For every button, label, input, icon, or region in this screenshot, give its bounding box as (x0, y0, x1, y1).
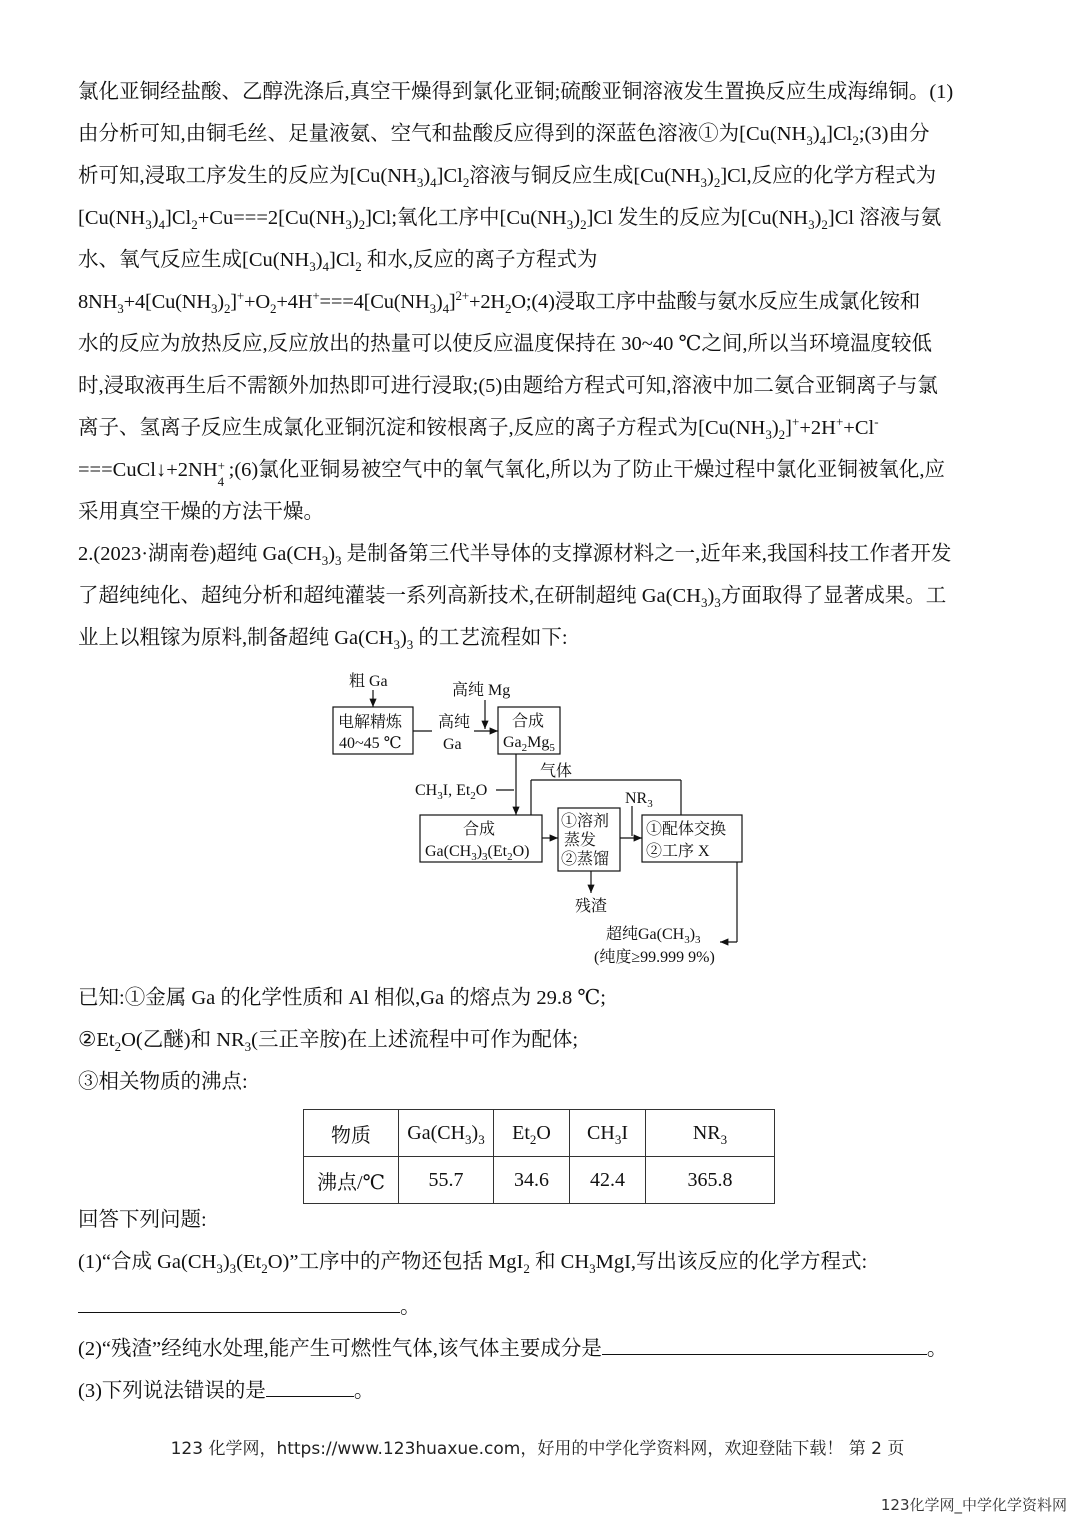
svg-text:Ga: Ga (443, 736, 462, 753)
boiling-point-table (303, 1109, 775, 1204)
text-line: 离子、氢离子反应生成氯化亚铜沉淀和铵根离子,反应的离子方程式为$[Cu(NH_3)_2]^++2H^++Cl^-$ (78, 414, 879, 443)
table-header-row: 物质 $Ga(CH_3)_3$ $Et_2O$ $CH_3I$ $NR_3$ (304, 1110, 775, 1157)
svg-text:高纯: 高纯 (438, 714, 471, 731)
text-line: 氯化亚铜经盐酸、乙醇洗涤后,真空干燥得到氯化亚铜;硫酸亚铜溶液发生置换反应生成海绵铜。(1) (78, 81, 954, 103)
answers-intro: 回答下列问题: (78, 1209, 207, 1231)
known-2: $②Et_2O$(乙醚)和 $NR_3$(三正辛胺)在上述流程中可作为配体; (78, 1029, 579, 1055)
svg-text:NR3: $NR_3$ (625, 790, 653, 810)
svg-text:(纯度≥99.999 9%): (纯度≥99.999 9%) (594, 949, 715, 966)
text-line: 由分析可知,由铜毛丝、足量液氨、空气和盐酸反应得到的深蓝色溶液①为$[Cu(NH_3)_4]Cl_2;(3)$由分 (78, 123, 930, 149)
page-footer: 123 化学网，https://www.123huaxue.com，好用的中学化学资料网，欢迎登陆下载！ 第 2 页 (170, 1439, 905, 1459)
text-line: 采用真空干燥的方法干燥。 (78, 501, 324, 523)
text-line: $[Cu(NH_3)_4]Cl_2+Cu===2[Cu(NH_3)_2]Cl$;氧化工序中$[Cu(NH_3)_2]Cl$ 发生的反应为$[Cu(NH_3)_2]Cl$ 溶液与氨 (78, 207, 942, 233)
svg-text:②工序 X: ②工序 X (646, 843, 710, 860)
text-line: 析可知,浸取工序发生的反应为$[Cu(NH_3)_4]Cl_2$溶液与铜反应生成$[Cu(NH_3)_2]Cl$,反应的化学方程式为 (78, 165, 937, 191)
crude-ga-label: 粗 Ga (349, 673, 388, 690)
answer-blank[interactable] (602, 1332, 927, 1355)
known-3: ③相关物质的沸点: (78, 1071, 248, 1093)
question-2-line: 了超纯纯化、超纯分析和超纯灌装一系列高新技术,在研制超纯 $Ga(CH_3)_3$方面取得了显著成果。工 (78, 585, 947, 611)
svg-text:Ga2Mg5: $Ga_2Mg_5$ (503, 734, 555, 754)
high-purity-mg-label: 高纯 Mg (452, 682, 511, 699)
question-2: (2)“残渣”经纯水处理,能产生可燃性气体,该气体主要成分是 。 (78, 1332, 947, 1363)
gas-label: 气体 (540, 763, 573, 780)
text-line: 水的反应为放热反应,反应放出的热量可以使反应温度保持在 30~40 ℃之间,所以当环境温度较低 (78, 333, 933, 355)
text-line: 水、氧气反应生成$[Cu(NH_3)_4]Cl_2$ 和水,反应的离子方程式为 (78, 249, 598, 275)
svg-text:CH3I, Et2O: $CH_3I$, $Et_2O$ (415, 782, 488, 802)
answer-blank[interactable] (266, 1374, 354, 1397)
svg-text:Ga(CH3)3(Et2O): $Ga(CH_3)_3(Et_2O)$ (425, 843, 530, 863)
svg-text:②蒸馏: ②蒸馏 (561, 851, 610, 868)
svg-text:①溶剂: ①溶剂 (561, 813, 610, 830)
question-1-answer-line: 。 (78, 1290, 421, 1321)
svg-text:蒸发: 蒸发 (564, 832, 597, 849)
question-2-line: 2.(2023·湖南卷)超纯 $Ga(CH_3)_3$ 是制备第三代半导体的支撑源材料之一,近年来,我国科技工作者开发 (78, 543, 952, 569)
question-1: (1)“合成 $Ga(CH_3)_3(Et_2O)$”工序中的产物还包括 MgI$_2$ 和 $CH_3MgI$,写出该反应的化学方程式: (78, 1251, 868, 1277)
svg-text:①配体交换: ①配体交换 (646, 821, 727, 838)
text-line: 时,浸取液再生后不需额外加热即可进行浸取;(5)由题给方程式可知,溶液中加二氨合亚铜离子与氯 (78, 375, 938, 397)
residue-label: 残渣 (575, 898, 608, 915)
svg-text:合成: 合成 (463, 821, 496, 838)
table-row: 沸点/℃ 55.7 34.6 42.4 365.8 (304, 1157, 775, 1204)
text-line: $8NH_3+4[Cu(NH_3)_2]^++O_2+4H^+===4[Cu(NH_3)_4]^{2+}+2H_2O;(4)$浸取工序中盐酸与氨水反应生成氯化铵和 (78, 288, 921, 317)
svg-text:超纯Ga(CH3)3: 超纯$Ga(CH_3)_3$ (606, 926, 701, 946)
svg-text:40~45 ℃: 40~45 ℃ (339, 735, 402, 752)
question-3: (3)下列说法错误的是 。 (78, 1374, 374, 1405)
question-2-line: 业上以粗镓为原料,制备超纯 $Ga(CH_3)_3$ 的工艺流程如下: (78, 627, 568, 653)
answer-blank[interactable] (78, 1290, 400, 1313)
watermark: 123化学网_中学化学资料网 (880, 1496, 1067, 1514)
svg-text:合成: 合成 (512, 713, 545, 730)
known-1: 已知:①金属 Ga 的化学性质和 Al 相似,Ga 的熔点为 29.8 ℃; (78, 987, 607, 1009)
text-line: ===CuCl↓+2NH + 4 ;(6)氯化亚铜易被空气中的氧气氧化,所以为了防止干燥过程中氯化亚铜被氧化,应 (78, 458, 946, 489)
svg-text:电解精炼: 电解精炼 (338, 714, 403, 731)
